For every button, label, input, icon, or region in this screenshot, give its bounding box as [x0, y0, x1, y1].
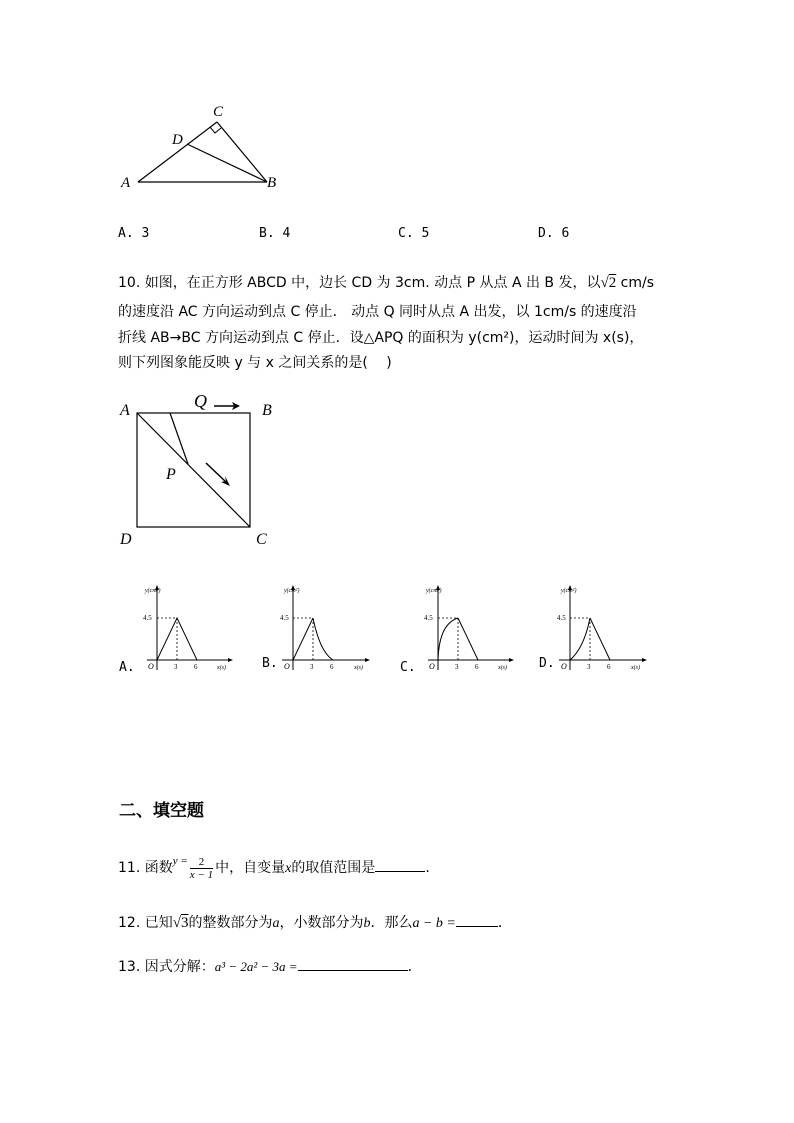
triangle-figure	[110, 95, 300, 195]
label-b: B	[262, 402, 272, 419]
q9-option-a: A. 3	[118, 226, 150, 241]
graph-option-b: B.	[262, 656, 278, 671]
label-a: A	[121, 175, 131, 191]
q9-option-d: D. 6	[538, 226, 570, 241]
peak-label: 4.5	[424, 614, 433, 622]
label-d: D	[172, 132, 183, 148]
q10-line1: 10. 如图，在正方形 ABCD 中，边长 CD 为 3cm. 动点 P 从点 A 出 B 发，以√2 cm/s	[118, 275, 655, 291]
x-axis-label: x(s)	[498, 665, 507, 671]
tick-3: 3	[455, 663, 459, 671]
q12-line: 12. 已知√3的整数部分为a，小数部分为b．那么a − b = ．	[118, 915, 512, 931]
peak-label: 4.5	[280, 614, 289, 622]
label-c: C	[213, 104, 224, 120]
section-title: 二、填空题	[119, 801, 204, 821]
label-b: B	[267, 175, 277, 191]
label-p: P	[166, 466, 176, 483]
q11-answer-blank[interactable]	[375, 859, 425, 872]
q11-line: 11. 函数$^{y =}$ $\frac{2}{x - 1}$ 中，自变量x的取值范围是 .	[118, 855, 430, 881]
q13-line: 13. 因式分解：a³ − 2a² − 3a = ．	[118, 959, 422, 975]
origin-label: O	[561, 662, 567, 671]
label-a: A	[120, 402, 130, 419]
graph-option-d: D.	[539, 656, 555, 671]
tick-3: 3	[174, 663, 178, 671]
origin-label: O	[284, 662, 290, 671]
q12-answer-blank[interactable]	[456, 914, 498, 927]
q13-answer-blank[interactable]	[298, 958, 408, 971]
graph-option-c: C.	[400, 660, 416, 675]
tick-6: 6	[475, 663, 479, 671]
label-d: D	[120, 531, 132, 548]
x-axis-label: x(s)	[217, 665, 226, 671]
graph-a	[133, 580, 238, 675]
square-figure	[110, 390, 290, 555]
tick-3: 3	[587, 663, 591, 671]
graph-b	[276, 580, 381, 675]
origin-label: O	[429, 662, 435, 671]
graph-d	[553, 580, 658, 675]
y-axis-label: y(cm²)	[145, 588, 161, 594]
q9-option-b: B. 4	[259, 226, 291, 241]
q9-option-c: C. 5	[398, 226, 430, 241]
label-q: Q	[194, 391, 207, 411]
y-axis-label: y(cm²)	[426, 588, 442, 594]
tick-3: 3	[310, 663, 314, 671]
graph-option-a: A.	[119, 660, 135, 675]
tick-6: 6	[330, 663, 334, 671]
q10-line3: 折线 AB→BC 方向运动到点 C 停止．设△APQ 的面积为 y(cm²)，运动时间为 x(s)，	[118, 330, 644, 346]
peak-label: 4.5	[557, 614, 566, 622]
x-axis-label: x(s)	[631, 665, 640, 671]
q10-line4: 则下列图象能反映 y 与 x 之间关系的是( )	[118, 355, 392, 371]
label-c: C	[256, 531, 267, 548]
origin-label: O	[148, 662, 154, 671]
y-axis-label: y(cm²)	[561, 588, 577, 594]
y-axis-label: y(cm²)	[284, 588, 300, 594]
graph-c	[414, 580, 519, 675]
x-axis-label: x(s)	[354, 665, 363, 671]
q10-line2: 的速度沿 AC 方向运动到点 C 停止． 动点 Q 同时从点 A 出发，以 1cm/s 的速度沿	[118, 304, 637, 320]
tick-6: 6	[607, 663, 611, 671]
peak-label: 4.5	[143, 614, 152, 622]
tick-6: 6	[194, 663, 198, 671]
